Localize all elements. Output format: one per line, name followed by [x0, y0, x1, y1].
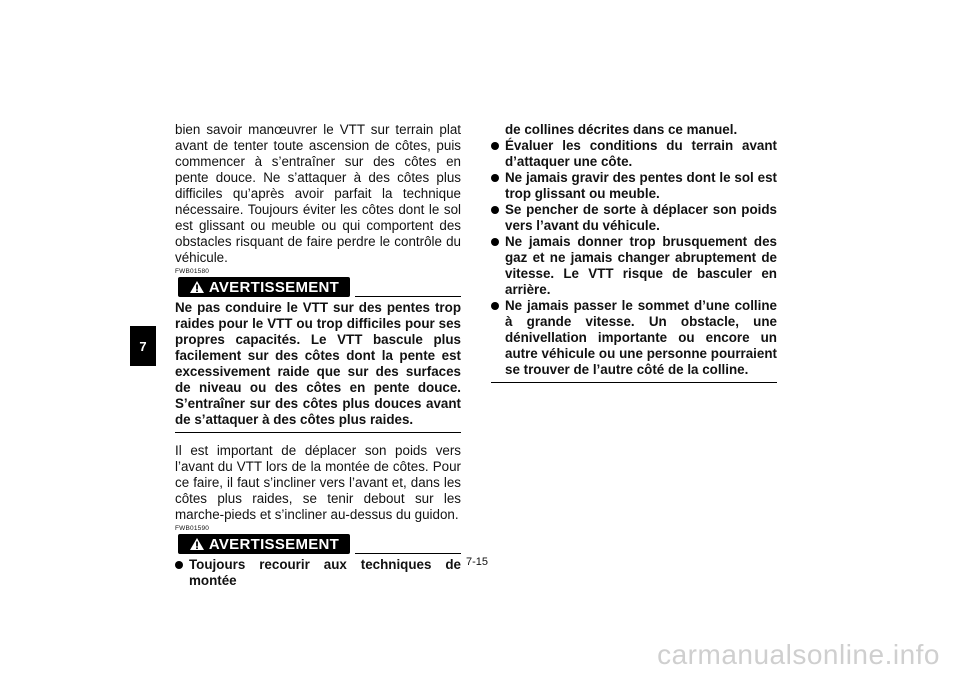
warning-end-rule-1: [175, 432, 461, 433]
warning-header-2: [175, 534, 461, 556]
left-column: [175, 122, 461, 589]
warning-label-1: AVERTISSEMENT: [208, 278, 340, 296]
warning-rule-2: [355, 553, 461, 554]
list-item: Ne jamais gravir des pentes dont le sol est trop glissant ou meuble.: [491, 170, 777, 202]
bullet-icon: [491, 206, 499, 214]
right-column: [491, 122, 777, 393]
warning-list: [491, 138, 777, 378]
list-item: Se pencher de sorte à déplacer son poids vers l’avant du véhicule.: [491, 202, 777, 234]
list-item: Évaluer les conditions du terrain avant d’attaquer une côte.: [491, 138, 777, 170]
list-item: Ne jamais passer le sommet d’une colline à grande vitesse. Un obstacle, une dénivellation importante ou encore un autre véhicule ou une personne pourraient se trouver de l’autre côté de la colline.: [491, 298, 777, 378]
warning-list-start: [175, 557, 461, 589]
bullet-icon: [491, 142, 499, 150]
warning-code-1: FWB01580: [175, 268, 210, 275]
intro-paragraph: bien savoir manœuvrer le VTT sur terrain plat avant de tenter toute ascension de côtes, puis commencer à s’entraîner sur des côtes en pente douce. Ne s’attaquer à des côtes plus difficiles qu’après avoir parfait la technique nécessaire. Toujours éviter les côtes dont le sol est glissant ou meuble ou qui comportent des obstacles risquant de faire perdre le contrôle du véhicule.: [175, 122, 461, 265]
warning-end-rule-2: [491, 382, 777, 383]
list-item: Ne jamais donner trop brusquement des gaz et ne jamais changer abruptement de vitesse. Le VTT risque de basculer en arrière.: [491, 234, 777, 298]
page-number: 7-15: [466, 556, 489, 568]
warning-text-1: Ne pas conduire le VTT sur des pentes trop raides pour le VTT ou trop difficiles pour ses propres capacités. Le VTT bascule plus facilement sur des côtes dont la pente est excessivement raide que sur des surfaces de niveau ou des côtes en pente douce. S’entraîner sur des côtes plus douces avant de s’attaquer à des côtes plus raides.: [175, 300, 461, 427]
bullet-icon: [491, 238, 499, 246]
weight-paragraph: Il est important de déplacer son poids vers l’avant du VTT lors de la montée de côtes. Pour ce faire, il faut s’incliner vers l’avant et, dans les côtes plus raides, se tenir debout sur les marche-pieds et s’incliner au-dessus du guidon.: [175, 443, 461, 522]
warning-badge-2: [178, 534, 350, 554]
list-item-continuation: de collines décrites dans ce manuel.: [505, 122, 738, 137]
warning-triangle-icon: [189, 537, 205, 551]
warning-label-2: AVERTISSEMENT: [208, 535, 340, 553]
list-item: Toujours recourir aux techniques de montée: [175, 557, 461, 589]
bullet-icon: [175, 561, 183, 569]
warning-badge-1: [178, 277, 350, 297]
warning-header-1: [175, 277, 461, 299]
chapter-tab: 7: [130, 326, 156, 366]
warning-rule-1: [355, 296, 461, 297]
warning-triangle-icon: [189, 280, 205, 294]
warning-code-2: FWB01590: [175, 525, 210, 532]
bullet-icon: [491, 174, 499, 182]
watermark: carmanualsonline.info: [657, 639, 940, 670]
bullet-icon: [491, 302, 499, 310]
